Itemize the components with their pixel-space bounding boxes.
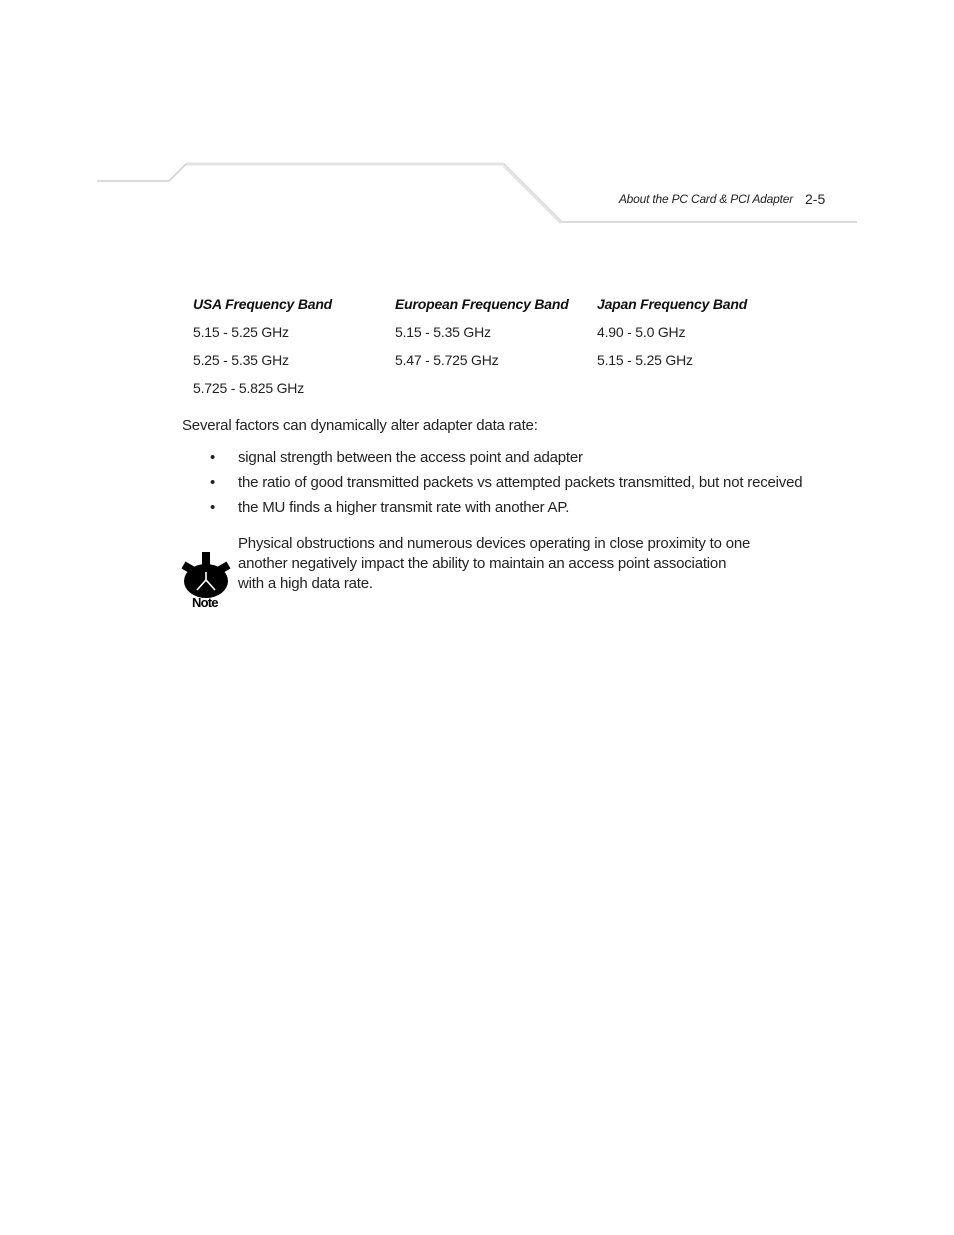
freq-cell: 5.25 - 5.35 GHz	[193, 352, 289, 368]
freq-cell: 5.725 - 5.825 GHz	[193, 380, 304, 396]
bullet-text: the MU finds a higher transmit rate with another AP.	[238, 499, 570, 516]
page-number: 2-5	[805, 191, 826, 207]
freq-column-japan	[597, 294, 797, 378]
freq-column-usa	[193, 294, 393, 406]
note-label: Note	[192, 595, 218, 610]
bullet-text: signal strength between the access point and adapter	[238, 449, 583, 466]
freq-column-heading: European Frequency Band	[395, 296, 569, 312]
intro-paragraph: Several factors can dynamically alter adapter data rate:	[182, 417, 538, 434]
freq-column-heading: USA Frequency Band	[193, 296, 333, 312]
bullet-icon: •	[210, 449, 216, 466]
note-line: Physical obstructions and numerous devices operating in close proximity to one	[238, 535, 751, 552]
note-line: another negatively impact the ability to maintain an access point association	[238, 555, 727, 572]
freq-column-heading: Japan Frequency Band	[597, 296, 748, 312]
freq-cell: 4.90 - 5.0 GHz	[597, 324, 686, 340]
note-line: with a high data rate.	[238, 575, 373, 592]
list-item	[210, 498, 802, 523]
running-head: About the PC Card & PCI Adapter	[618, 192, 793, 206]
list-item	[210, 473, 802, 498]
bullet-icon: •	[210, 499, 216, 516]
bullet-list	[210, 448, 802, 523]
freq-cell: 5.47 - 5.725 GHz	[395, 352, 499, 368]
freq-cell: 5.15 - 5.25 GHz	[193, 324, 289, 340]
freq-column-europe	[395, 294, 595, 378]
bullet-text: the ratio of good transmitted packets vs attempted packets transmitted, but not received	[238, 474, 803, 491]
list-item	[210, 448, 802, 473]
freq-cell: 5.15 - 5.35 GHz	[395, 324, 491, 340]
freq-cell: 5.15 - 5.25 GHz	[597, 352, 693, 368]
bullet-icon: •	[210, 474, 216, 491]
note-text	[238, 534, 758, 594]
